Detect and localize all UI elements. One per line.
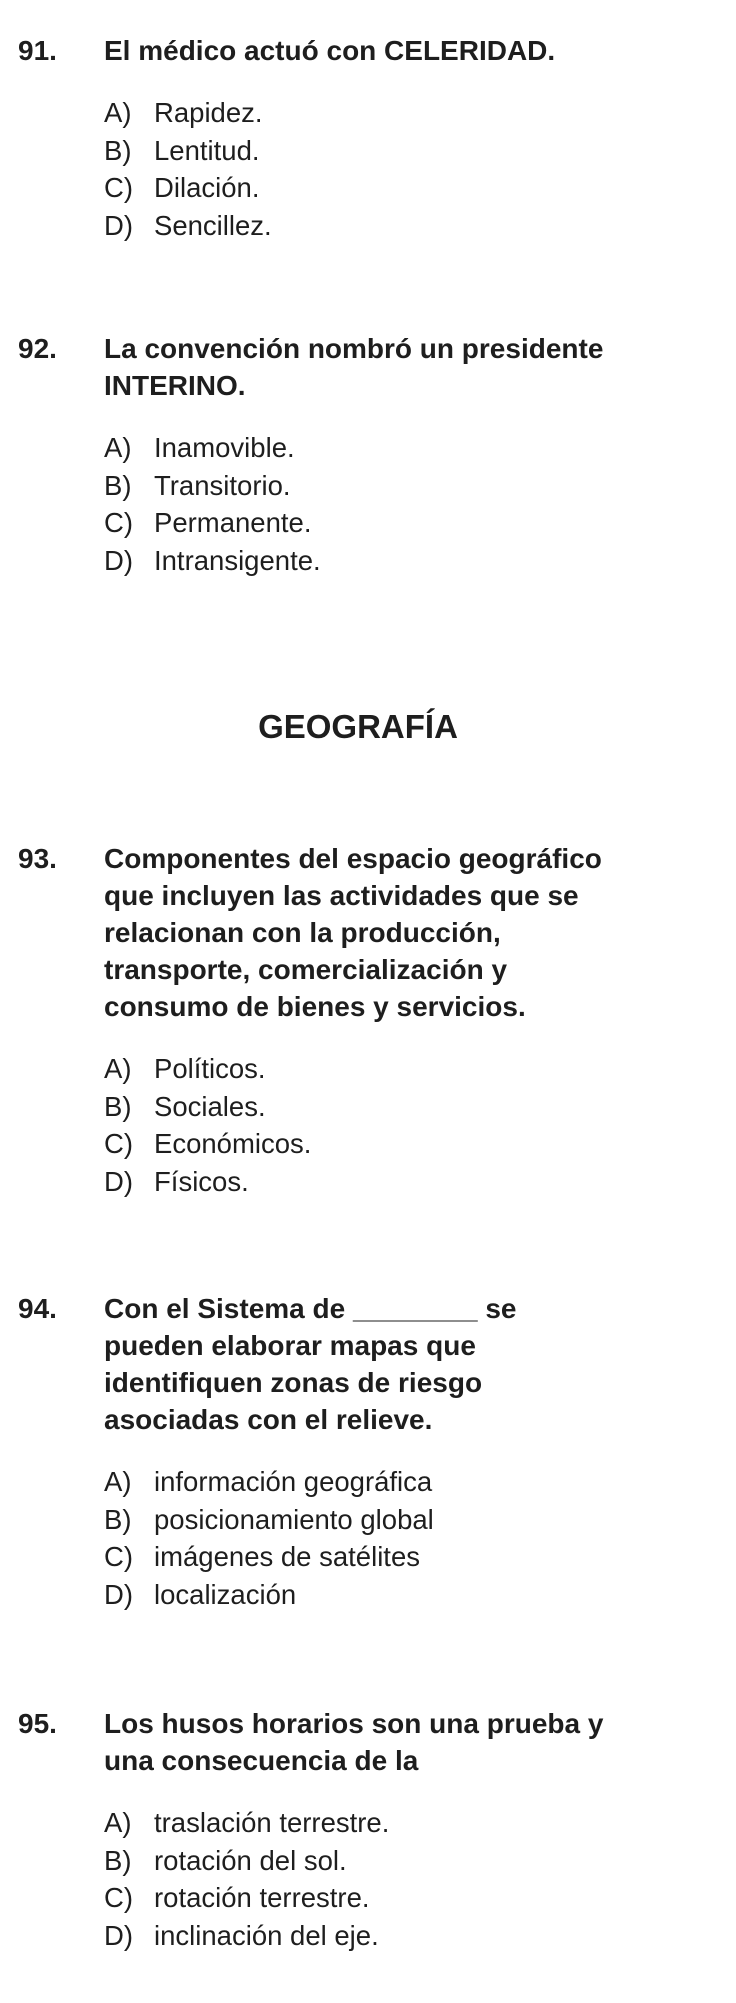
option-text: Rapidez.	[154, 97, 263, 128]
question-93	[18, 840, 718, 1200]
answer-options	[104, 1804, 718, 1954]
option-b	[104, 132, 718, 170]
option-letter: C)	[104, 172, 134, 203]
option-c	[104, 1538, 718, 1576]
option-letter: B)	[104, 1090, 132, 1122]
option-text: posicionamiento global	[154, 1503, 434, 1535]
option-a	[104, 1804, 718, 1842]
option-text: Intransigente.	[154, 544, 321, 576]
option-letter: D)	[104, 209, 134, 241]
option-letter: A)	[104, 1053, 132, 1084]
option-text: rotación terrestre.	[154, 1882, 370, 1913]
question-92	[18, 330, 718, 579]
question-number: 91.	[18, 35, 57, 66]
question-text: El médico actuó con CELERIDAD.	[104, 35, 556, 66]
option-text: Económicos.	[154, 1128, 312, 1159]
question-text: Con el Sistema de ________ se pueden elaborar mapas que identifiquen zonas de riesgo asociadas con el relieve.	[104, 1293, 517, 1435]
option-letter: B)	[104, 1503, 132, 1535]
question-number: 95.	[18, 1708, 57, 1739]
option-letter: A)	[104, 97, 132, 128]
question-header	[18, 32, 718, 69]
option-text: Sencillez.	[154, 209, 272, 241]
option-d	[104, 1163, 718, 1201]
option-text: Permanente.	[154, 507, 312, 538]
option-text: Sociales.	[154, 1090, 266, 1122]
option-letter: C)	[104, 507, 134, 538]
option-letter: C)	[104, 1128, 134, 1159]
option-text: Inamovible.	[154, 432, 295, 463]
answer-options	[104, 1050, 718, 1200]
option-letter: A)	[104, 432, 132, 463]
option-text: traslación terrestre.	[154, 1807, 390, 1838]
option-text: Transitorio.	[154, 469, 291, 501]
question-95	[18, 1705, 718, 1954]
option-b	[104, 1088, 718, 1126]
option-b	[104, 1501, 718, 1539]
answer-options	[104, 1463, 718, 1613]
option-letter: D)	[104, 1919, 134, 1951]
question-header	[18, 1290, 718, 1438]
option-a	[104, 1050, 718, 1088]
option-c	[104, 169, 718, 207]
question-header	[18, 330, 718, 404]
option-text: imágenes de satélites	[154, 1541, 420, 1572]
option-a	[104, 1463, 718, 1501]
option-letter: B)	[104, 469, 132, 501]
option-a	[104, 94, 718, 132]
option-letter: D)	[104, 1578, 134, 1610]
question-94	[18, 1290, 718, 1613]
option-b	[104, 1842, 718, 1880]
option-letter: C)	[104, 1882, 134, 1913]
option-c	[104, 504, 718, 542]
option-letter: B)	[104, 1844, 132, 1876]
option-text: Físicos.	[154, 1165, 249, 1197]
question-text: Componentes del espacio geográfico que incluyen las actividades que se relacionan con la producción, transporte, comercialización y consumo de bienes y servicios.	[104, 843, 602, 1022]
option-d	[104, 1576, 718, 1614]
option-text: rotación del sol.	[154, 1844, 347, 1876]
question-header	[18, 1705, 718, 1779]
option-c	[104, 1125, 718, 1163]
option-letter: D)	[104, 1165, 134, 1197]
option-letter: A)	[104, 1466, 132, 1497]
option-letter: C)	[104, 1541, 134, 1572]
question-number: 94.	[18, 1293, 57, 1324]
question-91	[18, 32, 718, 244]
option-text: información geográfica	[154, 1466, 433, 1497]
option-text: Lentitud.	[154, 134, 260, 166]
option-d	[104, 542, 718, 580]
option-letter: B)	[104, 134, 132, 166]
option-text: inclinación del eje.	[154, 1919, 379, 1951]
section-title: GEOGRAFÍA	[258, 708, 458, 745]
question-number: 92.	[18, 333, 57, 364]
option-letter: D)	[104, 544, 134, 576]
option-a	[104, 429, 718, 467]
option-letter: A)	[104, 1807, 132, 1838]
option-d	[104, 1917, 718, 1955]
answer-options	[104, 429, 718, 579]
option-text: localización	[154, 1578, 297, 1610]
question-number: 93.	[18, 843, 57, 874]
option-b	[104, 467, 718, 505]
question-header	[18, 840, 718, 1025]
option-c	[104, 1879, 718, 1917]
question-text: La convención nombró un presidente INTERINO.	[104, 333, 604, 401]
option-text: Dilación.	[154, 172, 260, 203]
question-text: Los husos horarios son una prueba y una consecuencia de la	[104, 1708, 604, 1776]
option-d	[104, 207, 718, 245]
answer-options	[104, 94, 718, 244]
option-text: Políticos.	[154, 1053, 266, 1084]
